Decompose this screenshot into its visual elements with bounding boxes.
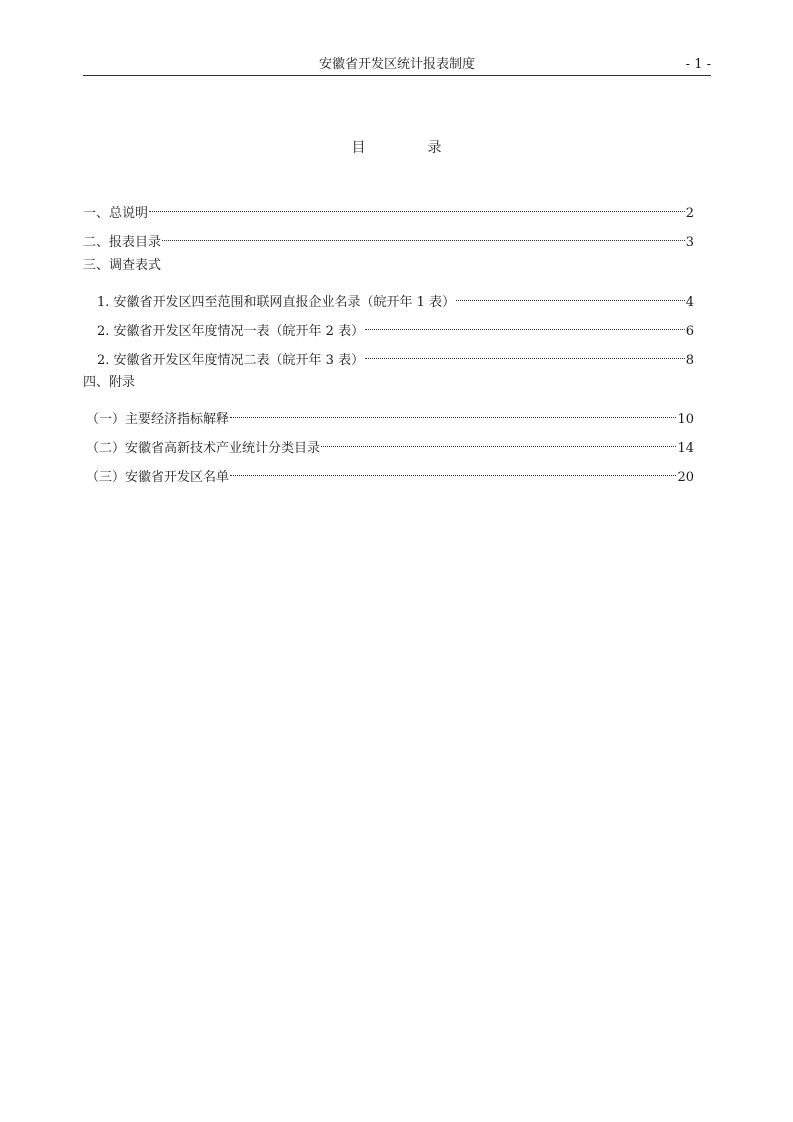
header-rule: [83, 75, 711, 76]
toc-entry-zone-list[interactable]: [86, 461, 694, 485]
toc-title: 目 录: [351, 140, 466, 156]
toc-entry-appendix[interactable]: [83, 373, 135, 393]
toc-dot-leader: [365, 344, 685, 364]
toc-entry-page: 20: [677, 470, 694, 485]
toc-entry-label: 1. 安徽省开发区四至范围和联网直报企业名录（皖开年 1 表）: [97, 295, 456, 310]
toc-entry-general[interactable]: [83, 197, 694, 221]
toc-dot-leader: [230, 461, 676, 481]
toc-entry-page: 2: [685, 206, 694, 221]
header-page-number: - 1 -: [685, 57, 711, 72]
toc-dot-leader: [365, 315, 685, 335]
toc-entry-hightech-classification[interactable]: [86, 432, 694, 456]
header-title: 安徽省开发区统计报表制度: [318, 57, 475, 72]
toc-entry-survey-forms[interactable]: [83, 256, 161, 276]
toc-entry-label: 2. 安徽省开发区年度情况二表（皖开年 3 表）: [97, 353, 365, 368]
toc-dot-leader: [149, 197, 685, 217]
toc-entry-form-3[interactable]: [97, 344, 694, 368]
toc-dot-leader: [162, 226, 685, 246]
toc-entry-label: （一）主要经济指标解释: [86, 412, 230, 427]
toc-entry-page: 4: [685, 295, 694, 310]
toc-dot-leader: [230, 403, 676, 423]
toc-entry-label: 一、总说明: [83, 206, 149, 221]
toc-entry-report-list[interactable]: [83, 226, 694, 250]
toc-entry-page: 14: [677, 441, 694, 456]
toc-entry-label: （三）安徽省开发区名单: [86, 470, 230, 485]
toc-entry-form-1[interactable]: [97, 286, 694, 310]
toc-entry-page: 10: [677, 412, 694, 427]
toc-entry-form-2[interactable]: [97, 315, 694, 339]
toc-entry-page: 3: [685, 235, 694, 250]
toc-entry-label: 2. 安徽省开发区年度情况一表（皖开年 2 表）: [97, 324, 365, 339]
toc-entry-label: 二、报表目录: [83, 235, 162, 250]
toc-dot-leader: [321, 432, 676, 452]
toc-entry-page: 6: [685, 324, 694, 339]
running-header: [83, 56, 711, 74]
toc-entry-indicator-definitions[interactable]: [86, 403, 694, 427]
toc-entry-label: 四、附录: [83, 375, 136, 390]
toc-dot-leader: [456, 286, 685, 306]
toc-entry-label: （二）安徽省高新技术产业统计分类目录: [86, 441, 321, 456]
toc-entry-page: 8: [685, 353, 694, 368]
toc-entry-label: 三、调查表式: [83, 258, 162, 273]
